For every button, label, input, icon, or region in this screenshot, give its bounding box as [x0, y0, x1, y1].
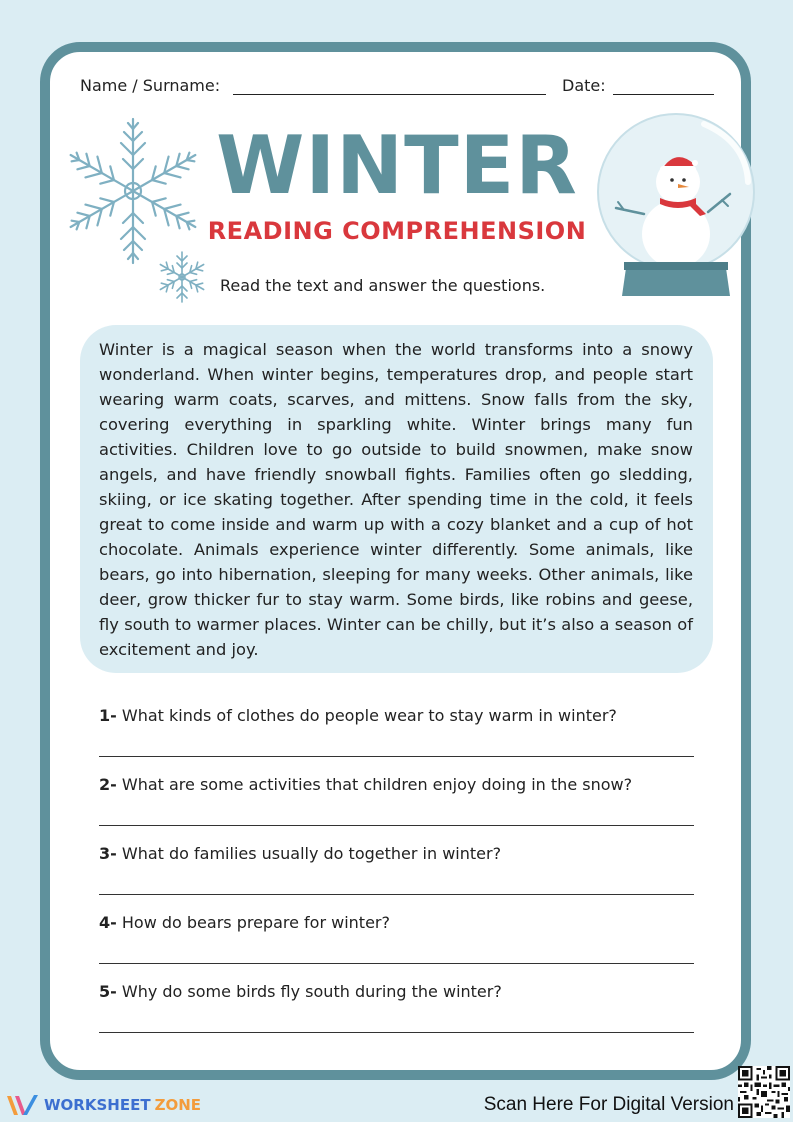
question-5 — [99, 982, 699, 1001]
header-fields — [80, 76, 720, 96]
question-number: 5- — [99, 982, 117, 1001]
question-text: What kinds of clothes do people wear to stay warm in winter? — [121, 706, 617, 725]
snowflake-large-icon — [66, 116, 200, 266]
worksheet-zone-logo[interactable] — [6, 1092, 201, 1118]
qr-code-icon[interactable] — [738, 1066, 790, 1118]
question-3 — [99, 844, 699, 863]
question-text: Why do some birds fly south during the winter? — [121, 982, 502, 1001]
page-title: WINTER — [216, 119, 578, 212]
logo-text-worksheet: WORKSHEET — [44, 1096, 151, 1114]
question-number: 4- — [99, 913, 117, 932]
date-label: Date: — [562, 76, 606, 95]
answer-line-3[interactable] — [99, 894, 694, 895]
answer-line-4[interactable] — [99, 963, 694, 964]
answer-line-1[interactable] — [99, 756, 694, 757]
question-text: How do bears prepare for winter? — [121, 913, 390, 932]
name-label: Name / Surname: — [80, 76, 221, 95]
logo-text-zone: ZONE — [154, 1096, 201, 1114]
date-field[interactable] — [613, 94, 714, 95]
answer-line-5[interactable] — [99, 1032, 694, 1033]
question-number: 2- — [99, 775, 117, 794]
scan-text: Scan Here For Digital Version — [483, 1094, 734, 1115]
question-number: 1- — [99, 706, 117, 725]
name-field[interactable] — [233, 94, 546, 95]
question-number: 3- — [99, 844, 117, 863]
question-text: What are some activities that children enjoy doing in the snow? — [121, 775, 633, 794]
question-4 — [99, 913, 699, 932]
reading-passage: Winter is a magical season when the world transforms into a snowy wonderland. When winter begins, temperatures drop, and people start wearing warm coats, scarves, and mittens. Snow falls from the sky, covering everything in sparkling white. Winter brings many fun activities. Children love to go outside to build snowmen, make snow angels, and have friendly snowball fights. Families often go sledding, skiing, or ice skating together. After spending time in the cold, it feels great to come inside and warm up with a cozy blanket and a cup of hot chocolate. Animals experience winter differently. Some animals, like bears, go into hibernation, sleeping for many weeks. Other animals, like deer, grow thicker fur to stay warm. Some birds, like robins and geese, fly south to warmer places. Winter can be chilly, but it’s also a season of excitement and joy. — [80, 325, 713, 673]
question-2 — [99, 775, 699, 794]
snow-globe-snowman-icon — [596, 112, 756, 298]
worksheet-zone-logo-icon — [6, 1093, 40, 1117]
page-subtitle: READING COMPREHENSION — [207, 217, 587, 245]
question-1 — [99, 706, 699, 725]
question-text: What do families usually do together in winter? — [121, 844, 502, 863]
answer-line-2[interactable] — [99, 825, 694, 826]
instruction-text: Read the text and answer the questions. — [220, 276, 546, 295]
snowflake-small-icon — [156, 250, 208, 304]
